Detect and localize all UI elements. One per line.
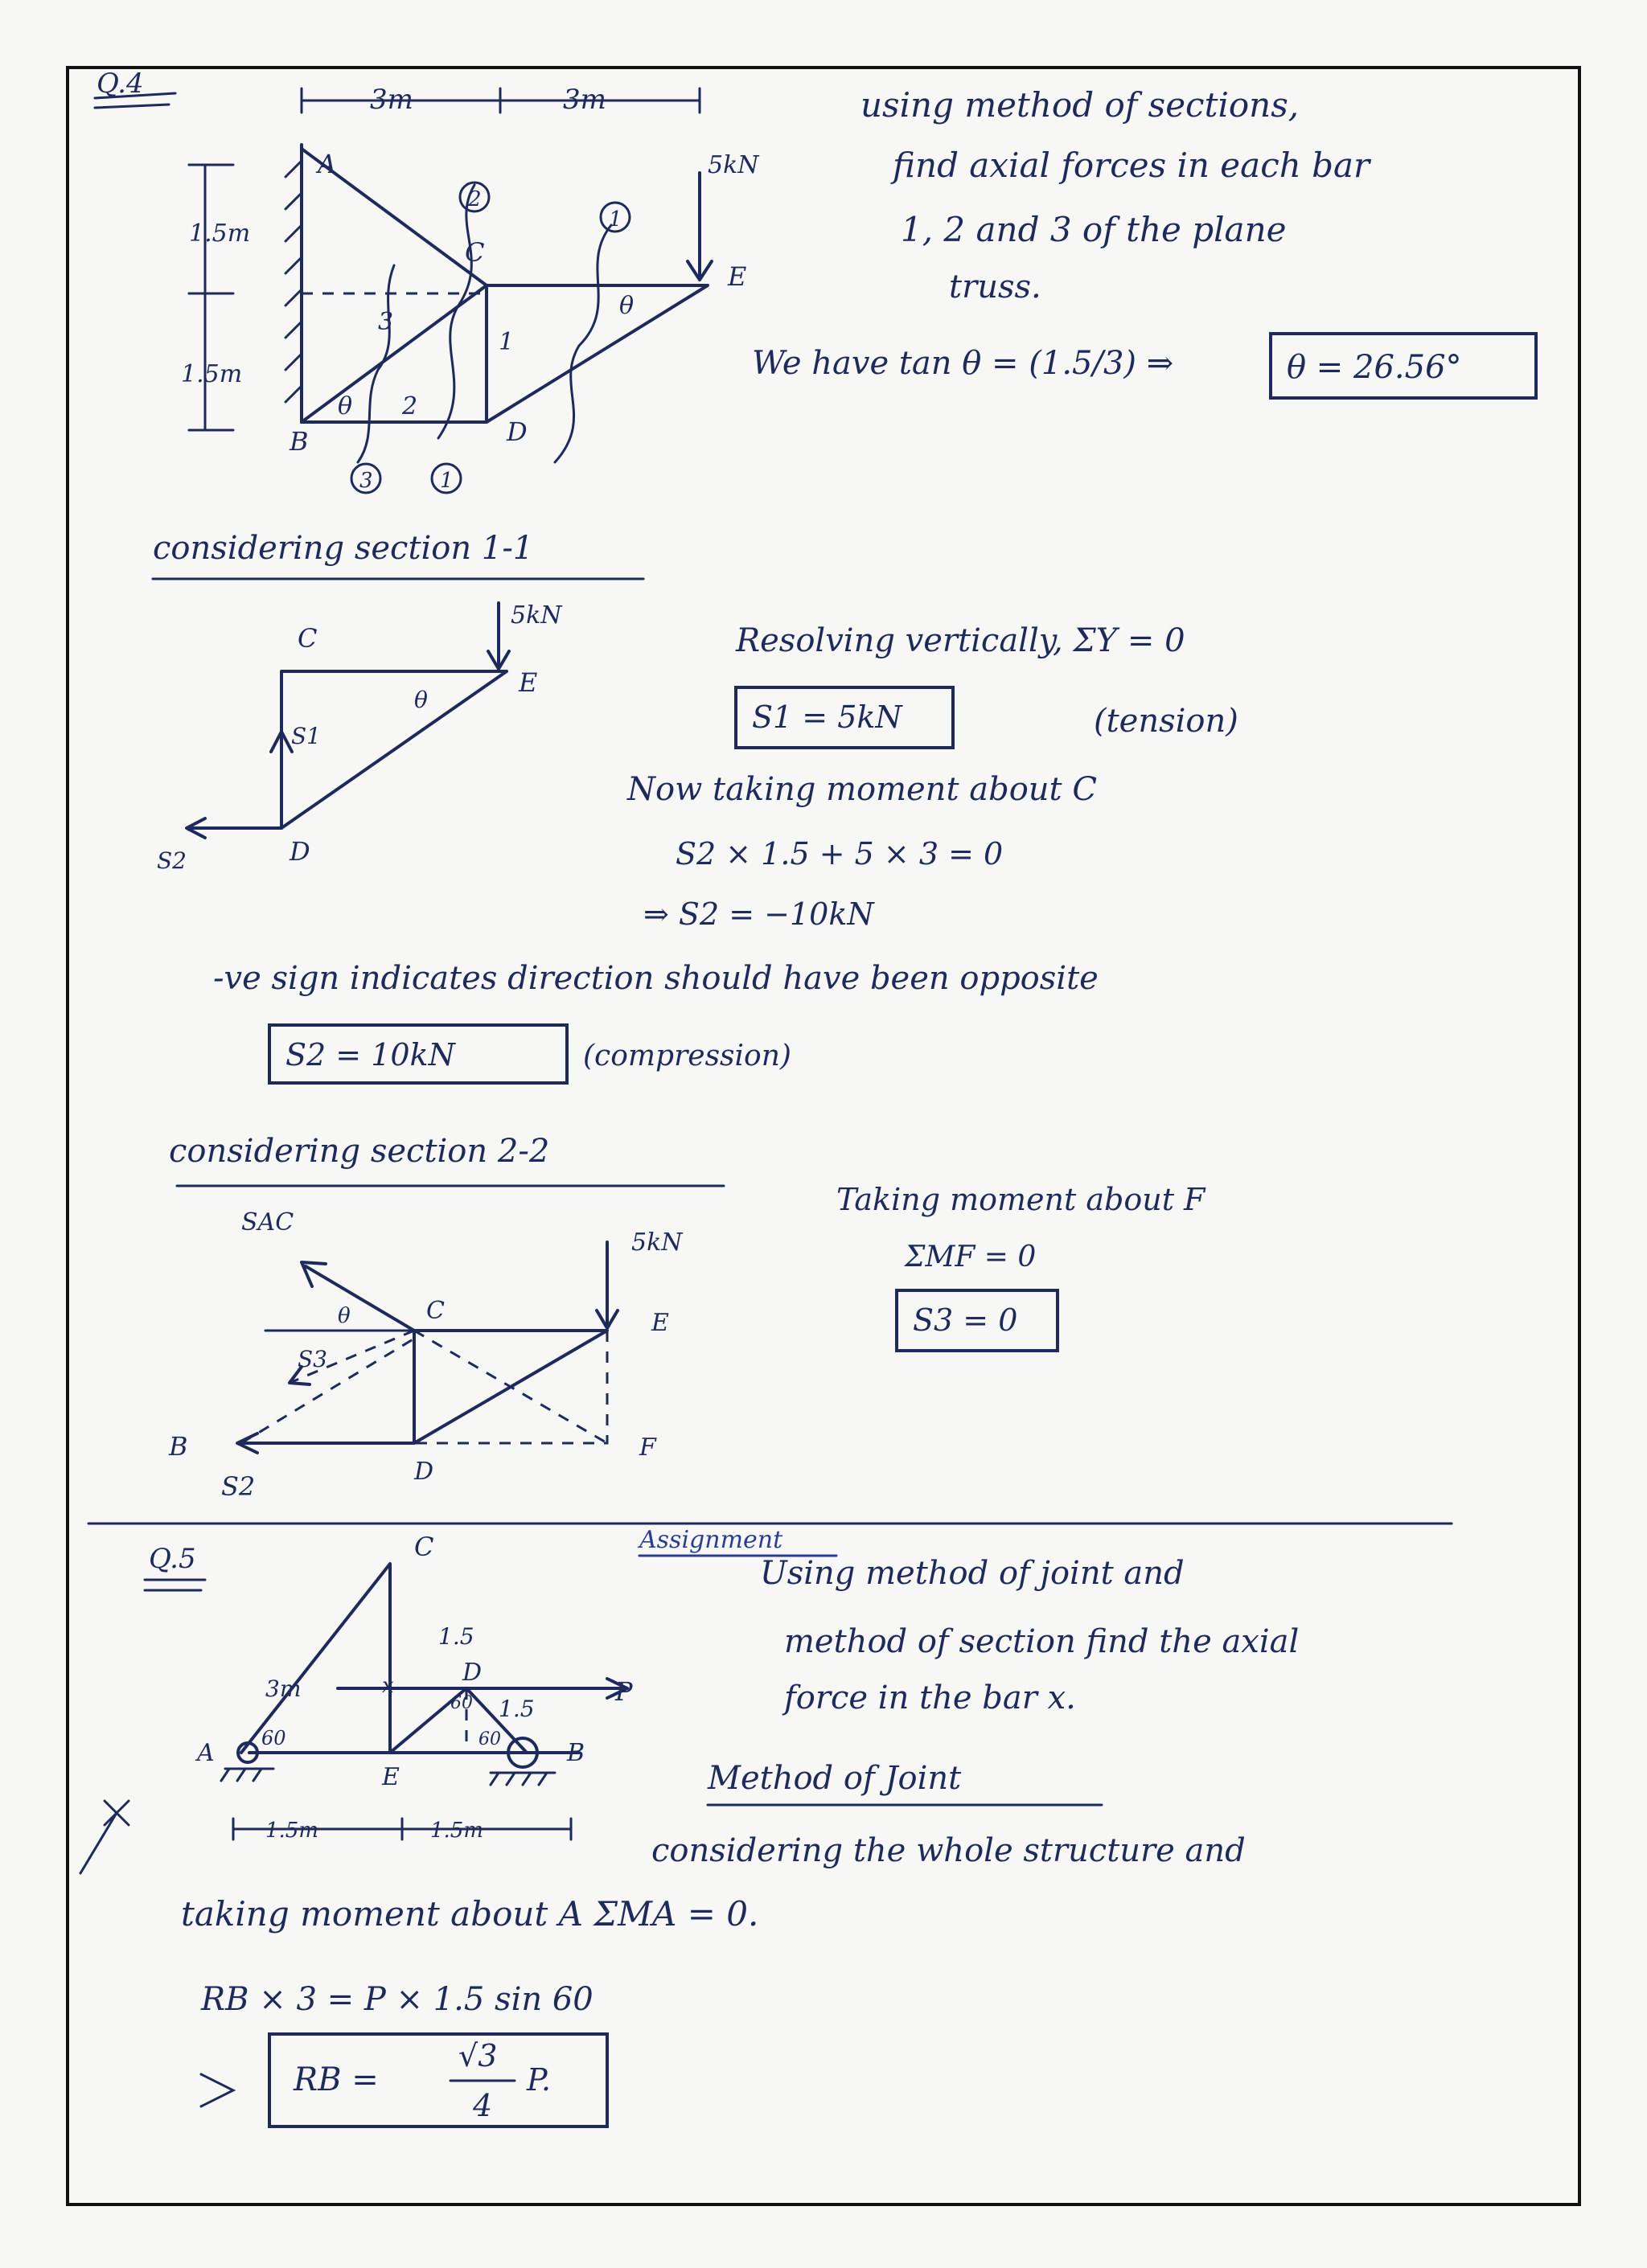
dim-top-2: 3m (563, 84, 606, 116)
q5-truss-diagram (80, 1532, 633, 1873)
dim-left-1: 1.5m (189, 219, 251, 248)
q5-angle-a: 60 (261, 1727, 286, 1749)
section-2-working (836, 1182, 1206, 1351)
dim-top-1: 3m (370, 84, 413, 116)
q5-dim-ac: 3m (265, 1675, 302, 1702)
section-2-diagram (168, 1133, 724, 1502)
s1-node-c: C (298, 623, 318, 654)
q5-node-c: C (414, 1532, 434, 1562)
q5-problem-line-3: force in the bar x. (784, 1679, 1076, 1716)
taking-moment-line: taking moment about A ΣMA = 0. (181, 1894, 759, 1934)
force-s3: S3 (298, 1346, 327, 1372)
q5-bar-x: x (382, 1674, 394, 1698)
q5-node-a: A (197, 1739, 215, 1767)
q4-truss-diagram (95, 68, 760, 493)
compression-note: (compression) (583, 1040, 791, 1072)
node-c: C (465, 237, 485, 268)
s1-load: 5kN (511, 601, 562, 630)
theta-result: θ = 26.56° (1287, 349, 1462, 386)
tension-note: (tension) (1094, 703, 1238, 740)
rb-p: P. (527, 2062, 551, 2098)
node-a: A (318, 149, 337, 179)
q5-dim-cd: 1.5 (438, 1623, 474, 1650)
angle-theta-b: θ (338, 392, 353, 420)
moment-about-c: Now taking moment about C (627, 771, 1097, 808)
q5-angle-b: 60 (478, 1729, 501, 1749)
s2-node-f: F (639, 1433, 656, 1462)
s1-node-d: D (290, 836, 310, 867)
bar-number-1: 1 (499, 328, 515, 356)
problem-line-1: using method of sections, (860, 85, 1300, 125)
q4-load: 5kN (708, 151, 759, 179)
q5-problem-line-1: Using method of joint and (760, 1555, 1185, 1592)
dim-left-2: 1.5m (181, 360, 243, 388)
rb-equation: RB × 3 = P × 1.5 sin 60 (201, 1981, 593, 2018)
s1-node-e: E (519, 667, 538, 698)
tan-theta-line: We have tan θ = (1.5/3) ⇒ (752, 345, 1174, 382)
moment-about-f: Taking moment about F (836, 1182, 1205, 1217)
considering-line: considering the whole structure and (651, 1832, 1246, 1869)
s3-result: S3 = 0 (913, 1302, 1018, 1338)
eq-s2-value: ⇒ S2 = −10kN (643, 896, 874, 932)
sum-mf: ΣMF = 0 (905, 1241, 1037, 1273)
s2-node-d: D (414, 1458, 434, 1486)
rb-numerator: √3 (458, 2038, 498, 2073)
q5-node-b: B (567, 1739, 585, 1767)
q5-base-dim-1: 1.5m (265, 1819, 319, 1843)
method-of-joint-heading: Method of Joint (708, 1760, 962, 1797)
s2-result: S2 = 10kN (285, 1037, 455, 1072)
section-mark-2: 2 (468, 187, 482, 211)
q5-load-p: P (615, 1676, 633, 1707)
s2-theta: θ (338, 1304, 351, 1328)
s1-theta: θ (414, 687, 428, 713)
force-s2-bottom: S2 (221, 1471, 256, 1502)
q5-node-e: E (382, 1763, 400, 1791)
q5-node-d: D (462, 1659, 483, 1687)
node-b: B (290, 426, 309, 457)
problem-line-2: find axial forces in each bar (893, 146, 1370, 185)
q5-base-dim-2: 1.5m (430, 1819, 484, 1843)
section-mark-3: 3 (359, 469, 373, 493)
q4-problem-text (752, 85, 1536, 398)
question-label-q5: Q.5 (149, 1543, 196, 1575)
s1-force-s2: S2 (157, 847, 187, 874)
section-1-diagram (153, 530, 643, 874)
node-d: D (507, 416, 528, 447)
s2-node-b: B (169, 1431, 188, 1462)
node-e: E (728, 261, 747, 292)
section-2-heading: considering section 2-2 (169, 1133, 550, 1170)
sign-note: -ve sign indicates direction should have been opposite (213, 960, 1099, 997)
resolving-line: Resolving vertically, ΣY = 0 (736, 622, 1185, 659)
rb-denominator: 4 (473, 2088, 493, 2123)
assignment-label: Assignment (639, 1526, 783, 1554)
q5-angle-d: 60 (450, 1693, 473, 1713)
q5-problem-line-2: method of section find the axial (784, 1623, 1300, 1660)
q5-dim-db: 1.5 (499, 1696, 535, 1722)
s1-result: S1 = 5kN (752, 699, 902, 735)
s2-load: 5kN (631, 1228, 683, 1257)
section-mark-1-bottom: 1 (440, 469, 454, 493)
s2-node-c: C (426, 1297, 445, 1325)
rb-label: RB = (294, 2061, 379, 2098)
eq-s2-moment: S2 × 1.5 + 5 × 3 = 0 (676, 836, 1004, 872)
bar-number-2: 2 (402, 392, 418, 420)
question-label-q4: Q.4 (97, 68, 144, 100)
s2-node-e: E (651, 1309, 669, 1337)
s1-force-s1: S1 (291, 723, 321, 749)
section-1-heading: considering section 1-1 (153, 530, 534, 567)
problem-line-4: truss. (949, 269, 1041, 306)
section-mark-1-top: 1 (609, 207, 622, 232)
bar-number-3: 3 (378, 308, 394, 336)
force-sac: SAC (241, 1208, 294, 1237)
problem-line-3: 1, 2 and 3 of the plane (901, 210, 1287, 249)
section-1-working (213, 622, 1238, 1083)
angle-theta-e: θ (619, 292, 635, 320)
